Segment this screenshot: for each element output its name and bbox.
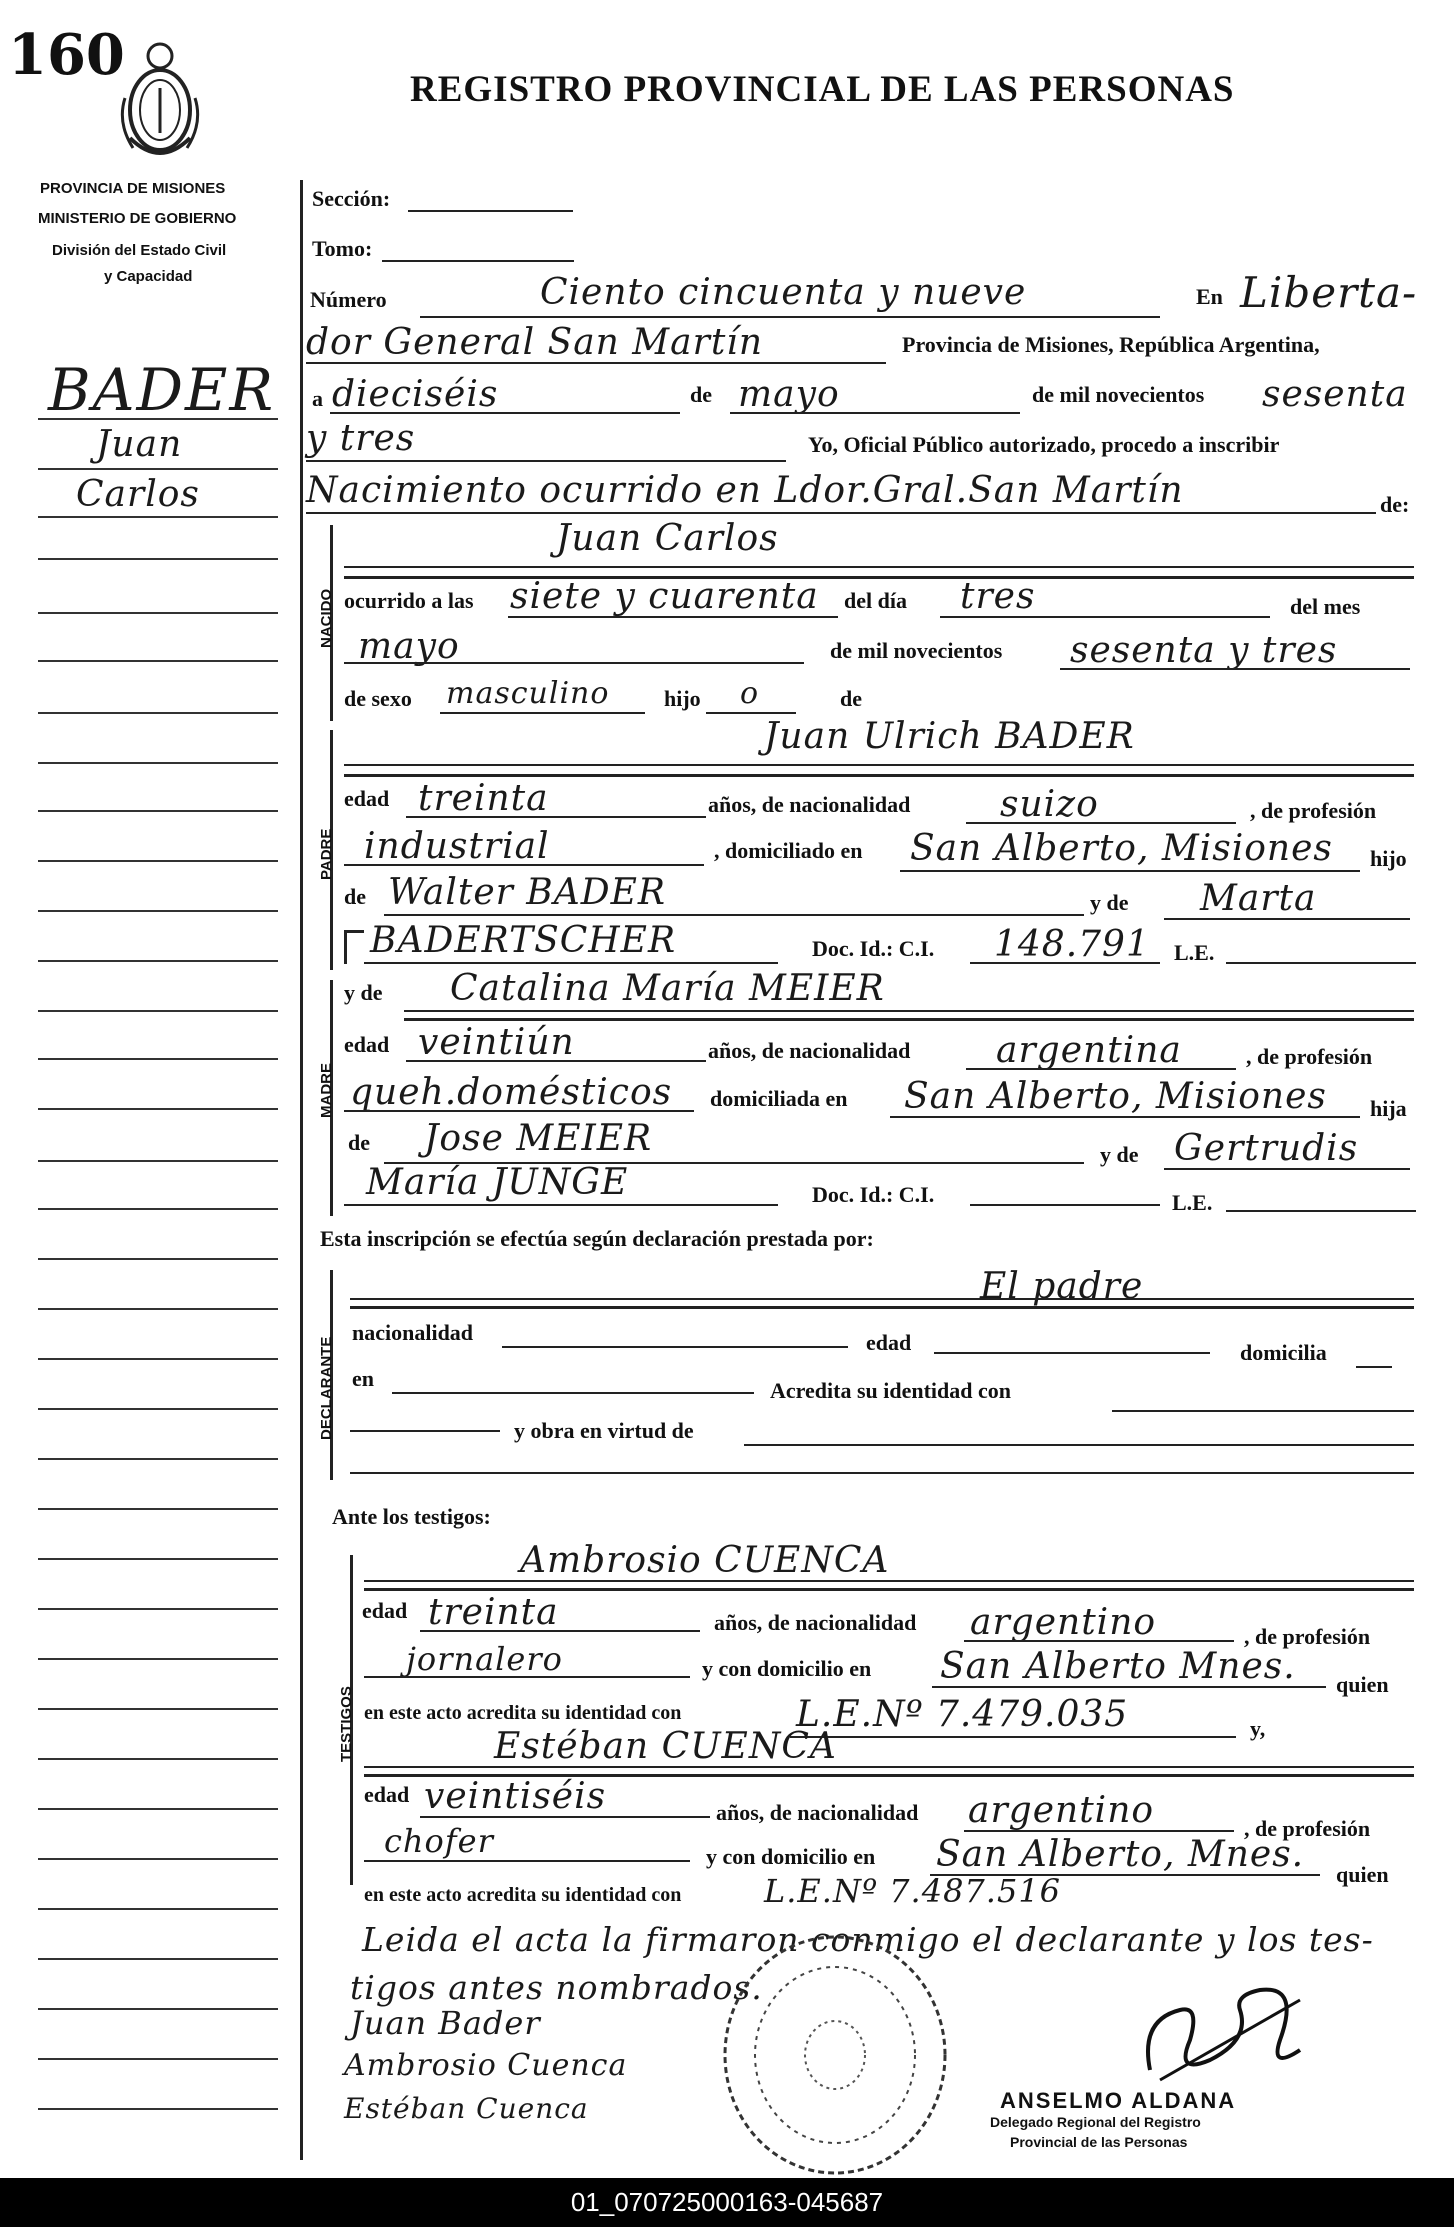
mother-dom-label: domiciliada en bbox=[710, 1086, 848, 1111]
closing-line-1: Leida el acta la firmaron conmigo el declarante y los tes- bbox=[362, 1920, 1374, 1959]
hijo-label: hijo bbox=[664, 686, 701, 711]
margin-line bbox=[38, 810, 278, 812]
declarante-edad-label: edad bbox=[866, 1330, 912, 1355]
father-prof-value: industrial bbox=[364, 826, 550, 867]
official-title-2: Provincial de las Personas bbox=[1010, 2134, 1188, 2150]
mother-name-line bbox=[404, 1010, 1414, 1012]
witness1-prof-line bbox=[364, 1676, 690, 1678]
witness1-id-value: L.E.Nº 7.479.035 bbox=[796, 1694, 1129, 1735]
tomo-label: Tomo: bbox=[312, 236, 373, 261]
del-dia-label: del día bbox=[844, 588, 907, 613]
a-label: a bbox=[312, 386, 323, 411]
left-header-ministry: MINISTERIO DE GOBIERNO bbox=[38, 210, 237, 227]
declarante-line bbox=[350, 1298, 1414, 1300]
father-prof-line bbox=[344, 864, 704, 866]
margin-line bbox=[38, 1160, 278, 1162]
hijo-line bbox=[706, 712, 796, 714]
witness1-prof-label: , de profesión bbox=[1244, 1624, 1371, 1649]
margin-line bbox=[38, 1858, 278, 1860]
witness1-edad-label: edad bbox=[362, 1598, 408, 1623]
margin-line bbox=[38, 1058, 278, 1060]
birth-year-line bbox=[1060, 668, 1410, 670]
declarante-acredita-line bbox=[1112, 1410, 1414, 1412]
margin-line bbox=[38, 1708, 278, 1710]
margin-line bbox=[38, 1908, 278, 1910]
place-value-1: Liberta- bbox=[1240, 268, 1418, 317]
father-doc-value: 148.791 bbox=[994, 924, 1150, 965]
witness2-nac-label: años, de nacionalidad bbox=[716, 1800, 919, 1825]
declarante-obra-label: y obra en virtud de bbox=[514, 1418, 694, 1443]
margin-line bbox=[38, 1358, 278, 1360]
document-id: 01_070725000163-045687 bbox=[570, 2187, 884, 2217]
left-header-division: División del Estado Civil bbox=[52, 242, 227, 259]
left-header-province: PROVINCIA DE MISIONES bbox=[40, 180, 226, 197]
mother-doc-label: Doc. Id.: C.I. bbox=[812, 1182, 935, 1207]
inscribir-text: Yo, Oficial Público autorizado, procedo a inscribir bbox=[808, 432, 1280, 457]
tomo-field bbox=[382, 260, 574, 262]
signature-esteban-cuenca: Estéban Cuenca bbox=[344, 2092, 589, 2125]
father-de-label: de bbox=[344, 884, 366, 909]
declarante-edad-line bbox=[934, 1352, 1210, 1354]
declarante-section-label: DECLARANTE bbox=[318, 1336, 335, 1440]
margin-given-name-2: Carlos bbox=[76, 474, 200, 515]
mil-label: de mil novecientos bbox=[1032, 382, 1205, 407]
birth-day-line bbox=[940, 616, 1270, 618]
mother-edad-value: veintiún bbox=[418, 1022, 575, 1063]
paternal-grandmother-line-1 bbox=[1164, 918, 1410, 920]
witness1-edad-line bbox=[420, 1630, 700, 1632]
time-value: siete y cuarenta bbox=[510, 576, 819, 617]
father-dom-value: San Alberto, Misiones bbox=[910, 828, 1333, 869]
seccion-label: Sección: bbox=[312, 186, 391, 211]
maternal-grandmother-value-2: María JUNGE bbox=[366, 1162, 629, 1203]
nacido-name-value: Juan Carlos bbox=[556, 518, 779, 559]
maternal-grandmother-value-1: Gertrudis bbox=[1174, 1128, 1359, 1169]
nacido-name-line-2 bbox=[344, 576, 1414, 579]
declarante-intro: Esta inscripción se efectúa según declaración prestada por: bbox=[320, 1226, 874, 1251]
mother-name-value: Catalina María MEIER bbox=[450, 968, 885, 1009]
declarante-nac-line bbox=[502, 1346, 848, 1348]
mother-le-label: L.E. bbox=[1172, 1190, 1213, 1215]
declarante-value: El padre bbox=[980, 1266, 1144, 1307]
mother-nac-value: argentina bbox=[996, 1030, 1182, 1071]
margin-line bbox=[38, 1658, 278, 1660]
father-edad-label: edad bbox=[344, 786, 390, 811]
official-signature-icon bbox=[1130, 1980, 1310, 2090]
del-mes-label: del mes bbox=[1290, 594, 1361, 619]
maternal-grandmother-line-2 bbox=[344, 1204, 778, 1206]
margin-line bbox=[38, 1258, 278, 1260]
declarante-bottom-line bbox=[350, 1472, 1414, 1474]
padre-section-label: PADRE bbox=[318, 828, 335, 880]
nacido-name-line bbox=[344, 566, 1414, 568]
declarante-obra-line bbox=[744, 1444, 1414, 1446]
document-id-bar bbox=[0, 2178, 1454, 2227]
hijo-value: o bbox=[740, 676, 760, 711]
time-line bbox=[508, 616, 838, 618]
birth-month-line bbox=[344, 662, 804, 664]
father-nac-line bbox=[966, 822, 1236, 824]
madre-section-label: MADRE bbox=[318, 1063, 335, 1118]
left-header-capacity: y Capacidad bbox=[104, 268, 193, 285]
witness2-edad-line bbox=[420, 1816, 710, 1818]
margin-line bbox=[38, 2058, 278, 2060]
margin-line bbox=[38, 1958, 278, 1960]
witness1-quien-label: quien bbox=[1336, 1672, 1389, 1697]
father-name-line-2 bbox=[344, 774, 1414, 777]
margin-line bbox=[38, 418, 278, 420]
witness1-id-line bbox=[790, 1736, 1236, 1738]
margin-line bbox=[38, 1458, 278, 1460]
witness1-dom-line bbox=[932, 1686, 1326, 1688]
witness2-dom-label: y con domicilio en bbox=[706, 1844, 876, 1869]
witness1-name-value: Ambrosio CUENCA bbox=[520, 1540, 890, 1581]
margin-line bbox=[38, 1308, 278, 1310]
witness2-id-value: L.E.Nº 7.487.516 bbox=[764, 1872, 1062, 1910]
witness1-name-line bbox=[364, 1580, 1414, 1582]
witness2-quien-label: quien bbox=[1336, 1862, 1389, 1887]
witness2-edad-label: edad bbox=[364, 1782, 410, 1807]
year-value-1: sesenta bbox=[1262, 374, 1408, 415]
witness2-prof-value: chofer bbox=[384, 1822, 494, 1860]
paternal-grandfather-line bbox=[384, 914, 1084, 916]
father-yde-label: y de bbox=[1090, 890, 1129, 915]
witness1-y-label: y, bbox=[1250, 1716, 1266, 1741]
father-dom-label: , domiciliado en bbox=[714, 838, 863, 863]
maternal-grandmother-line-1 bbox=[1164, 1168, 1410, 1170]
birth-day-value: tres bbox=[960, 576, 1036, 617]
place-line bbox=[306, 362, 886, 364]
mother-nac-label: años, de nacionalidad bbox=[708, 1038, 911, 1063]
witness1-nac-value: argentino bbox=[970, 1602, 1157, 1643]
declarante-dom-label: domicilia bbox=[1240, 1340, 1327, 1365]
padre-bracket-side bbox=[344, 930, 347, 964]
closing-line-2: tigos antes nombrados. bbox=[350, 1968, 763, 2007]
page-number: 160 bbox=[8, 22, 125, 88]
mother-nac-line bbox=[966, 1068, 1236, 1070]
margin-line bbox=[38, 910, 278, 912]
birth-year-value: sesenta y tres bbox=[1070, 630, 1338, 671]
witness1-nac-line bbox=[964, 1640, 1234, 1642]
numero-label: Número bbox=[310, 287, 387, 312]
mother-name-line-2 bbox=[404, 1018, 1414, 1021]
father-le-label: L.E. bbox=[1174, 940, 1215, 965]
witness2-nac-value: argentino bbox=[968, 1790, 1155, 1831]
mother-prof-label: , de profesión bbox=[1246, 1044, 1373, 1069]
coat-of-arms-icon bbox=[115, 38, 205, 168]
margin-line bbox=[38, 468, 278, 470]
sexo-value: masculino bbox=[446, 676, 610, 711]
father-prof-label: , de profesión bbox=[1250, 798, 1377, 823]
official-stamp-icon bbox=[710, 1930, 960, 2180]
margin-line bbox=[38, 1758, 278, 1760]
madre-yde-label: y de bbox=[344, 980, 383, 1005]
padre-bracket-bottom bbox=[344, 930, 364, 933]
father-nac-label: años, de nacionalidad bbox=[708, 792, 911, 817]
official-title-1: Delegado Regional del Registro bbox=[990, 2114, 1201, 2130]
year-value-2: y tres bbox=[306, 418, 416, 459]
witness2-name-line bbox=[364, 1766, 1414, 1768]
sexo-line bbox=[440, 712, 645, 714]
testigos-intro: Ante los testigos: bbox=[332, 1504, 491, 1529]
declarante-acredita-label: Acredita su identidad con bbox=[770, 1378, 1012, 1403]
mother-doc-line bbox=[970, 1204, 1160, 1206]
margin-line bbox=[38, 1558, 278, 1560]
mother-le-line bbox=[1226, 1210, 1416, 1212]
numero-line bbox=[420, 316, 1160, 318]
declarante-dom-line bbox=[1356, 1366, 1392, 1368]
father-edad-line bbox=[406, 816, 706, 818]
mother-hija-label: hija bbox=[1370, 1096, 1407, 1121]
father-doc-label: Doc. Id.: C.I. bbox=[812, 936, 935, 961]
numero-value: Ciento cincuenta y nueve bbox=[540, 272, 1027, 313]
act-line bbox=[306, 512, 1376, 514]
act-value: Nacimiento ocurrido en Ldor.Gral.San Martín bbox=[306, 470, 1184, 511]
declarante-line-2 bbox=[350, 1306, 1414, 1309]
paternal-grandmother-value-2: BADERTSCHER bbox=[370, 920, 677, 961]
mother-prof-value: queh.domésticos bbox=[350, 1072, 673, 1113]
witness1-dom-value: San Alberto Mnes. bbox=[940, 1646, 1296, 1687]
father-doc-line bbox=[970, 962, 1160, 964]
signature-ambrosio-cuenca: Ambrosio Cuenca bbox=[344, 2048, 628, 2083]
father-dom-line bbox=[900, 870, 1360, 872]
mother-dom-value: San Alberto, Misiones bbox=[904, 1076, 1327, 1117]
margin-line bbox=[38, 516, 278, 518]
margin-line bbox=[38, 1010, 278, 1012]
witness2-name-value: Estéban CUENCA bbox=[494, 1726, 837, 1767]
father-nac-value: suizo bbox=[1000, 784, 1099, 825]
declarante-nac-label: nacionalidad bbox=[352, 1320, 474, 1345]
paternal-grandfather-value: Walter BADER bbox=[388, 872, 666, 913]
witness1-nac-label: años, de nacionalidad bbox=[714, 1610, 917, 1635]
margin-line bbox=[38, 2008, 278, 2010]
margin-line bbox=[38, 712, 278, 714]
witness2-edad-value: veintiséis bbox=[424, 1776, 607, 1817]
margin-line bbox=[38, 558, 278, 560]
provincia-text: Provincia de Misiones, República Argentina, bbox=[902, 332, 1320, 357]
declarante-en-line bbox=[392, 1392, 754, 1394]
de-colon-label: de: bbox=[1380, 492, 1410, 517]
page-title: REGISTRO PROVINCIAL DE LAS PERSONAS bbox=[410, 69, 1235, 110]
birth-mil-label: de mil novecientos bbox=[830, 638, 1003, 663]
place-value-2: dor General San Martín bbox=[306, 322, 764, 363]
month-value: mayo bbox=[738, 374, 840, 415]
witness2-prof-line bbox=[364, 1860, 690, 1862]
maternal-grandfather-value: Jose MEIER bbox=[424, 1118, 653, 1159]
paternal-grandmother-line-2 bbox=[364, 962, 778, 964]
year-line bbox=[306, 460, 786, 462]
main-divider bbox=[300, 180, 303, 2160]
margin-given-name-1: Juan bbox=[96, 424, 183, 465]
witness2-acredita-label: en este acto acredita su identidad con bbox=[364, 1884, 682, 1906]
witness2-nac-line bbox=[964, 1830, 1234, 1832]
nacido-section-label: NACIDO bbox=[318, 588, 335, 648]
month-line bbox=[730, 412, 1020, 414]
margin-line bbox=[38, 1208, 278, 1210]
father-name-value: Juan Ulrich BADER bbox=[764, 716, 1135, 757]
declarante-en-label: en bbox=[352, 1366, 374, 1391]
margin-line bbox=[38, 1108, 278, 1110]
birth-month-value: mayo bbox=[358, 626, 460, 667]
witness2-dom-value: San Alberto, Mnes. bbox=[936, 1834, 1305, 1875]
margin-line bbox=[38, 762, 278, 764]
day-line bbox=[330, 412, 680, 414]
father-le-line bbox=[1226, 962, 1416, 964]
margin-line bbox=[38, 1408, 278, 1410]
day-value: dieciséis bbox=[332, 374, 499, 415]
witness1-name-line-2 bbox=[364, 1588, 1414, 1591]
witness1-dom-label: y con domicilio en bbox=[702, 1656, 872, 1681]
sexo-label: de sexo bbox=[344, 686, 412, 711]
testigos-section-label: TESTIGOS bbox=[338, 1686, 355, 1762]
margin-line bbox=[38, 1608, 278, 1610]
ocurrido-label: ocurrido a las bbox=[344, 588, 474, 613]
witness1-edad-value: treinta bbox=[428, 1592, 559, 1633]
mother-edad-line bbox=[406, 1060, 706, 1062]
witness1-acredita-label: en este acto acredita su identidad con bbox=[364, 1702, 682, 1724]
nacido-de-label: de bbox=[840, 686, 862, 711]
margin-line bbox=[38, 860, 278, 862]
seccion-field bbox=[408, 210, 573, 212]
mother-dom-line bbox=[890, 1116, 1360, 1118]
signature-juan-bader: Juan Bader bbox=[350, 2004, 541, 2042]
father-hijo-label: hijo bbox=[1370, 846, 1407, 871]
de-label: de bbox=[690, 382, 712, 407]
paternal-grandmother-value-1: Marta bbox=[1200, 878, 1317, 919]
witness1-prof-value: jornalero bbox=[406, 1640, 563, 1678]
margin-line bbox=[38, 960, 278, 962]
father-edad-value: treinta bbox=[418, 778, 549, 819]
margin-surname: BADER bbox=[48, 356, 276, 424]
mother-de-label: de bbox=[348, 1130, 370, 1155]
father-name-line bbox=[344, 764, 1414, 766]
margin-line bbox=[38, 1508, 278, 1510]
witness2-prof-label: , de profesión bbox=[1244, 1816, 1371, 1841]
mother-yde2-label: y de bbox=[1100, 1142, 1139, 1167]
en-label: En bbox=[1196, 284, 1223, 309]
mother-edad-label: edad bbox=[344, 1032, 390, 1057]
declarante-extra-line bbox=[350, 1430, 500, 1432]
margin-line bbox=[38, 1808, 278, 1810]
margin-line bbox=[38, 2108, 278, 2110]
margin-line bbox=[38, 612, 278, 614]
mother-prof-line bbox=[344, 1110, 694, 1112]
margin-line bbox=[38, 660, 278, 662]
official-name: ANSELMO ALDANA bbox=[1000, 2088, 1237, 2113]
